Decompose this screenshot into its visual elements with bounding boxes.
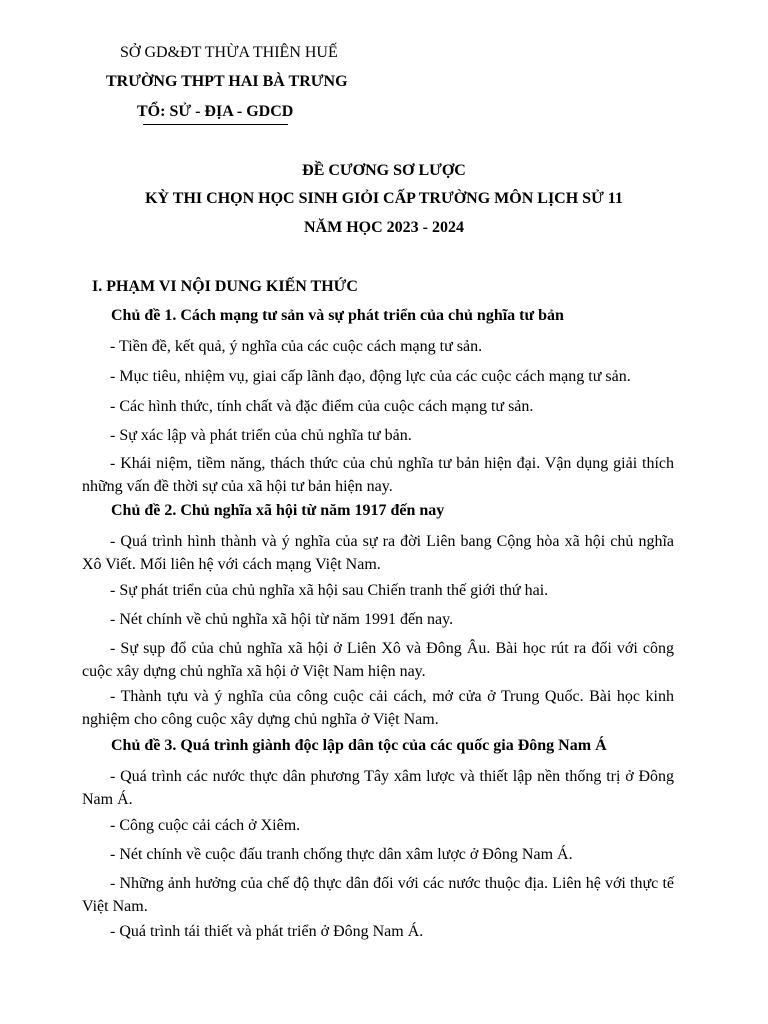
topic-2-item: - Sự phát triển của chủ nghĩa xã hội sau Chiến tranh thế giới thứ hai. [110, 582, 549, 599]
title-line-2: KỲ THI CHỌN HỌC SINH GIỎI CẤP TRƯỜNG MÔN LỊCH SỬ 11 [145, 190, 623, 207]
topic-2-heading: Chủ đề 2. Chủ nghĩa xã hội từ năm 1917 đến nay [111, 502, 445, 519]
topic-2-item: - Nét chính về chủ nghĩa xã hội từ năm 1991 đến nay. [110, 611, 454, 628]
topic-1-item: - Mục tiêu, nhiệm vụ, giai cấp lãnh đạo, động lực của các cuộc cách mạng tư sản. [110, 368, 631, 385]
title-line-3: NĂM HỌC 2023 - 2024 [304, 219, 464, 236]
topic-3-item: - Quá trình tái thiết và phát triển ở Đông Nam Á. [110, 923, 424, 940]
topic-3-item: - Những ảnh hưởng của chế độ thực dân đối với các nước thuộc địa. Liên hệ với thực tế Việt Nam. [82, 875, 674, 915]
topic-3-heading: Chủ đề 3. Quá trình giành độc lập dân tộc của các quốc gia Đông Nam Á [111, 737, 607, 754]
topic-3-item: - Nét chính về cuộc đấu tranh chống thực dân xâm lược ở Đông Nam Á. [110, 846, 573, 863]
school-name: TRƯỜNG THPT HAI BÀ TRƯNG [106, 73, 348, 90]
topic-1-item: - Tiền đề, kết quả, ý nghĩa của các cuộc cách mạng tư sản. [110, 338, 483, 355]
topic-3-item: - Công cuộc cải cách ở Xiêm. [110, 817, 301, 834]
topic-1-item: - Các hình thức, tính chất và đặc điểm của cuộc cách mạng tư sản. [110, 398, 534, 415]
topic-2-item: - Sự sụp đổ của chủ nghĩa xã hội ở Liên Xô và Đông Âu. Bài học rút ra đối với công cuộc xây dựng chủ nghĩa xã hội ở Việt Nam hiện nay. [82, 640, 674, 680]
topic-1-item: - Khái niệm, tiềm năng, thách thức của chủ nghĩa tư bản hiện đại. Vận dụng giải thích những vấn đề thời sự của xã hội tư bản hiện nay. [82, 455, 674, 495]
topic-2-item: - Thành tựu và ý nghĩa của công cuộc cải cách, mở cửa ở Trung Quốc. Bài học kinh nghiệm cho công cuộc xây dựng chủ nghĩa ở Việt Nam. [82, 688, 674, 728]
topic-1-heading: Chủ đề 1. Cách mạng tư sản và sự phát triển của chủ nghĩa tư bản [111, 307, 564, 324]
topic-3-item: - Quá trình các nước thực dân phương Tây xâm lược và thiết lập nền thống trị ở Đông Nam Á. [82, 768, 674, 808]
topic-1-item: - Sự xác lập và phát triển của chủ nghĩa tư bản. [110, 427, 412, 444]
title-line-1: ĐỀ CƯƠNG SƠ LƯỢC [302, 162, 466, 179]
section-heading: I. PHẠM VI NỘI DUNG KIẾN THỨC [92, 278, 358, 295]
department-name: SỞ GD&ĐT THỪA THIÊN HUẾ [120, 44, 338, 61]
header-underline [143, 124, 288, 125]
group-name: TỔ: SỬ - ĐỊA - GDCD [137, 103, 294, 120]
topic-2-item: - Quá trình hình thành và ý nghĩa của sự ra đời Liên bang Cộng hòa xã hội chủ nghĩa Xô Viết. Mối liên hệ với cách mạng Việt Nam. [82, 533, 674, 573]
